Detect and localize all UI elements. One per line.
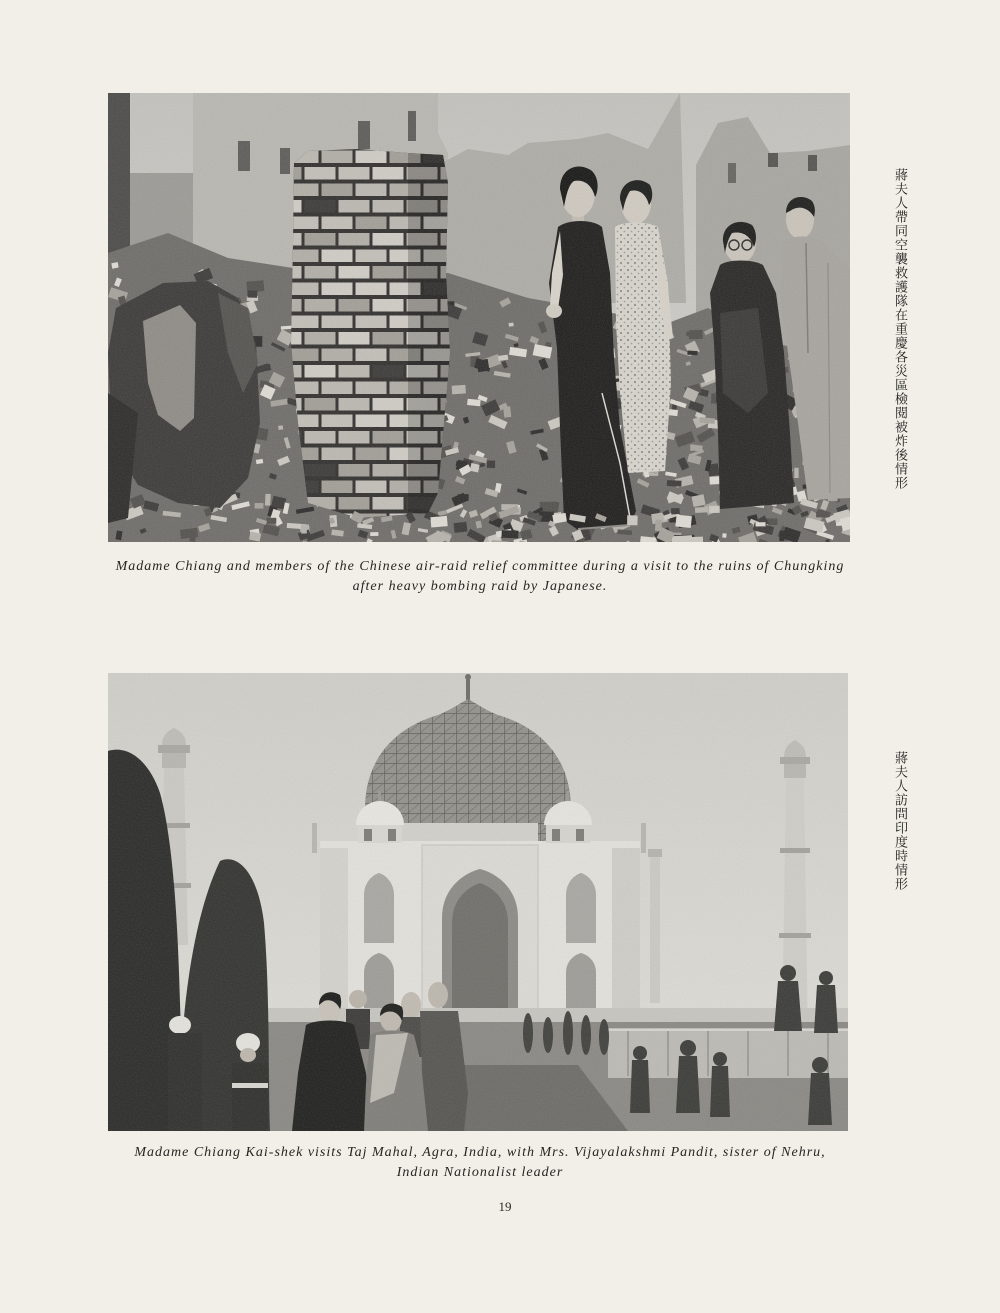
taj-mahal-caption-line-1: Madame Chiang Kai-shek visits Taj Mahal, Agra, India, with Mrs. Vijayalakshmi Pandit, sister of Nehru,	[134, 1145, 826, 1160]
page-number: 19	[498, 1199, 512, 1214]
taj-mahal-caption-line-2: Indian Nationalist leader	[396, 1165, 564, 1180]
ruins-caption-line-1: Madame Chiang and members of the Chinese air-raid relief committee during a visit to the ruins of Chungking	[115, 559, 845, 574]
taj-mahal-caption	[60, 1143, 900, 1183]
ruins-photo	[108, 93, 850, 542]
film-grain	[108, 93, 850, 542]
taj-mahal-photo	[108, 673, 848, 1131]
ruins-chinese-caption: 蔣夫人帶同空襲救護隊在重慶各災區檢閱被炸後情形	[892, 168, 907, 490]
film-grain	[108, 673, 848, 1131]
ruins-caption-line-2: after heavy bombing raid by Japanese.	[352, 579, 608, 594]
taj-mahal-chinese-caption: 蔣夫人訪問印度時情形	[892, 751, 907, 891]
ruins-caption	[60, 557, 900, 597]
